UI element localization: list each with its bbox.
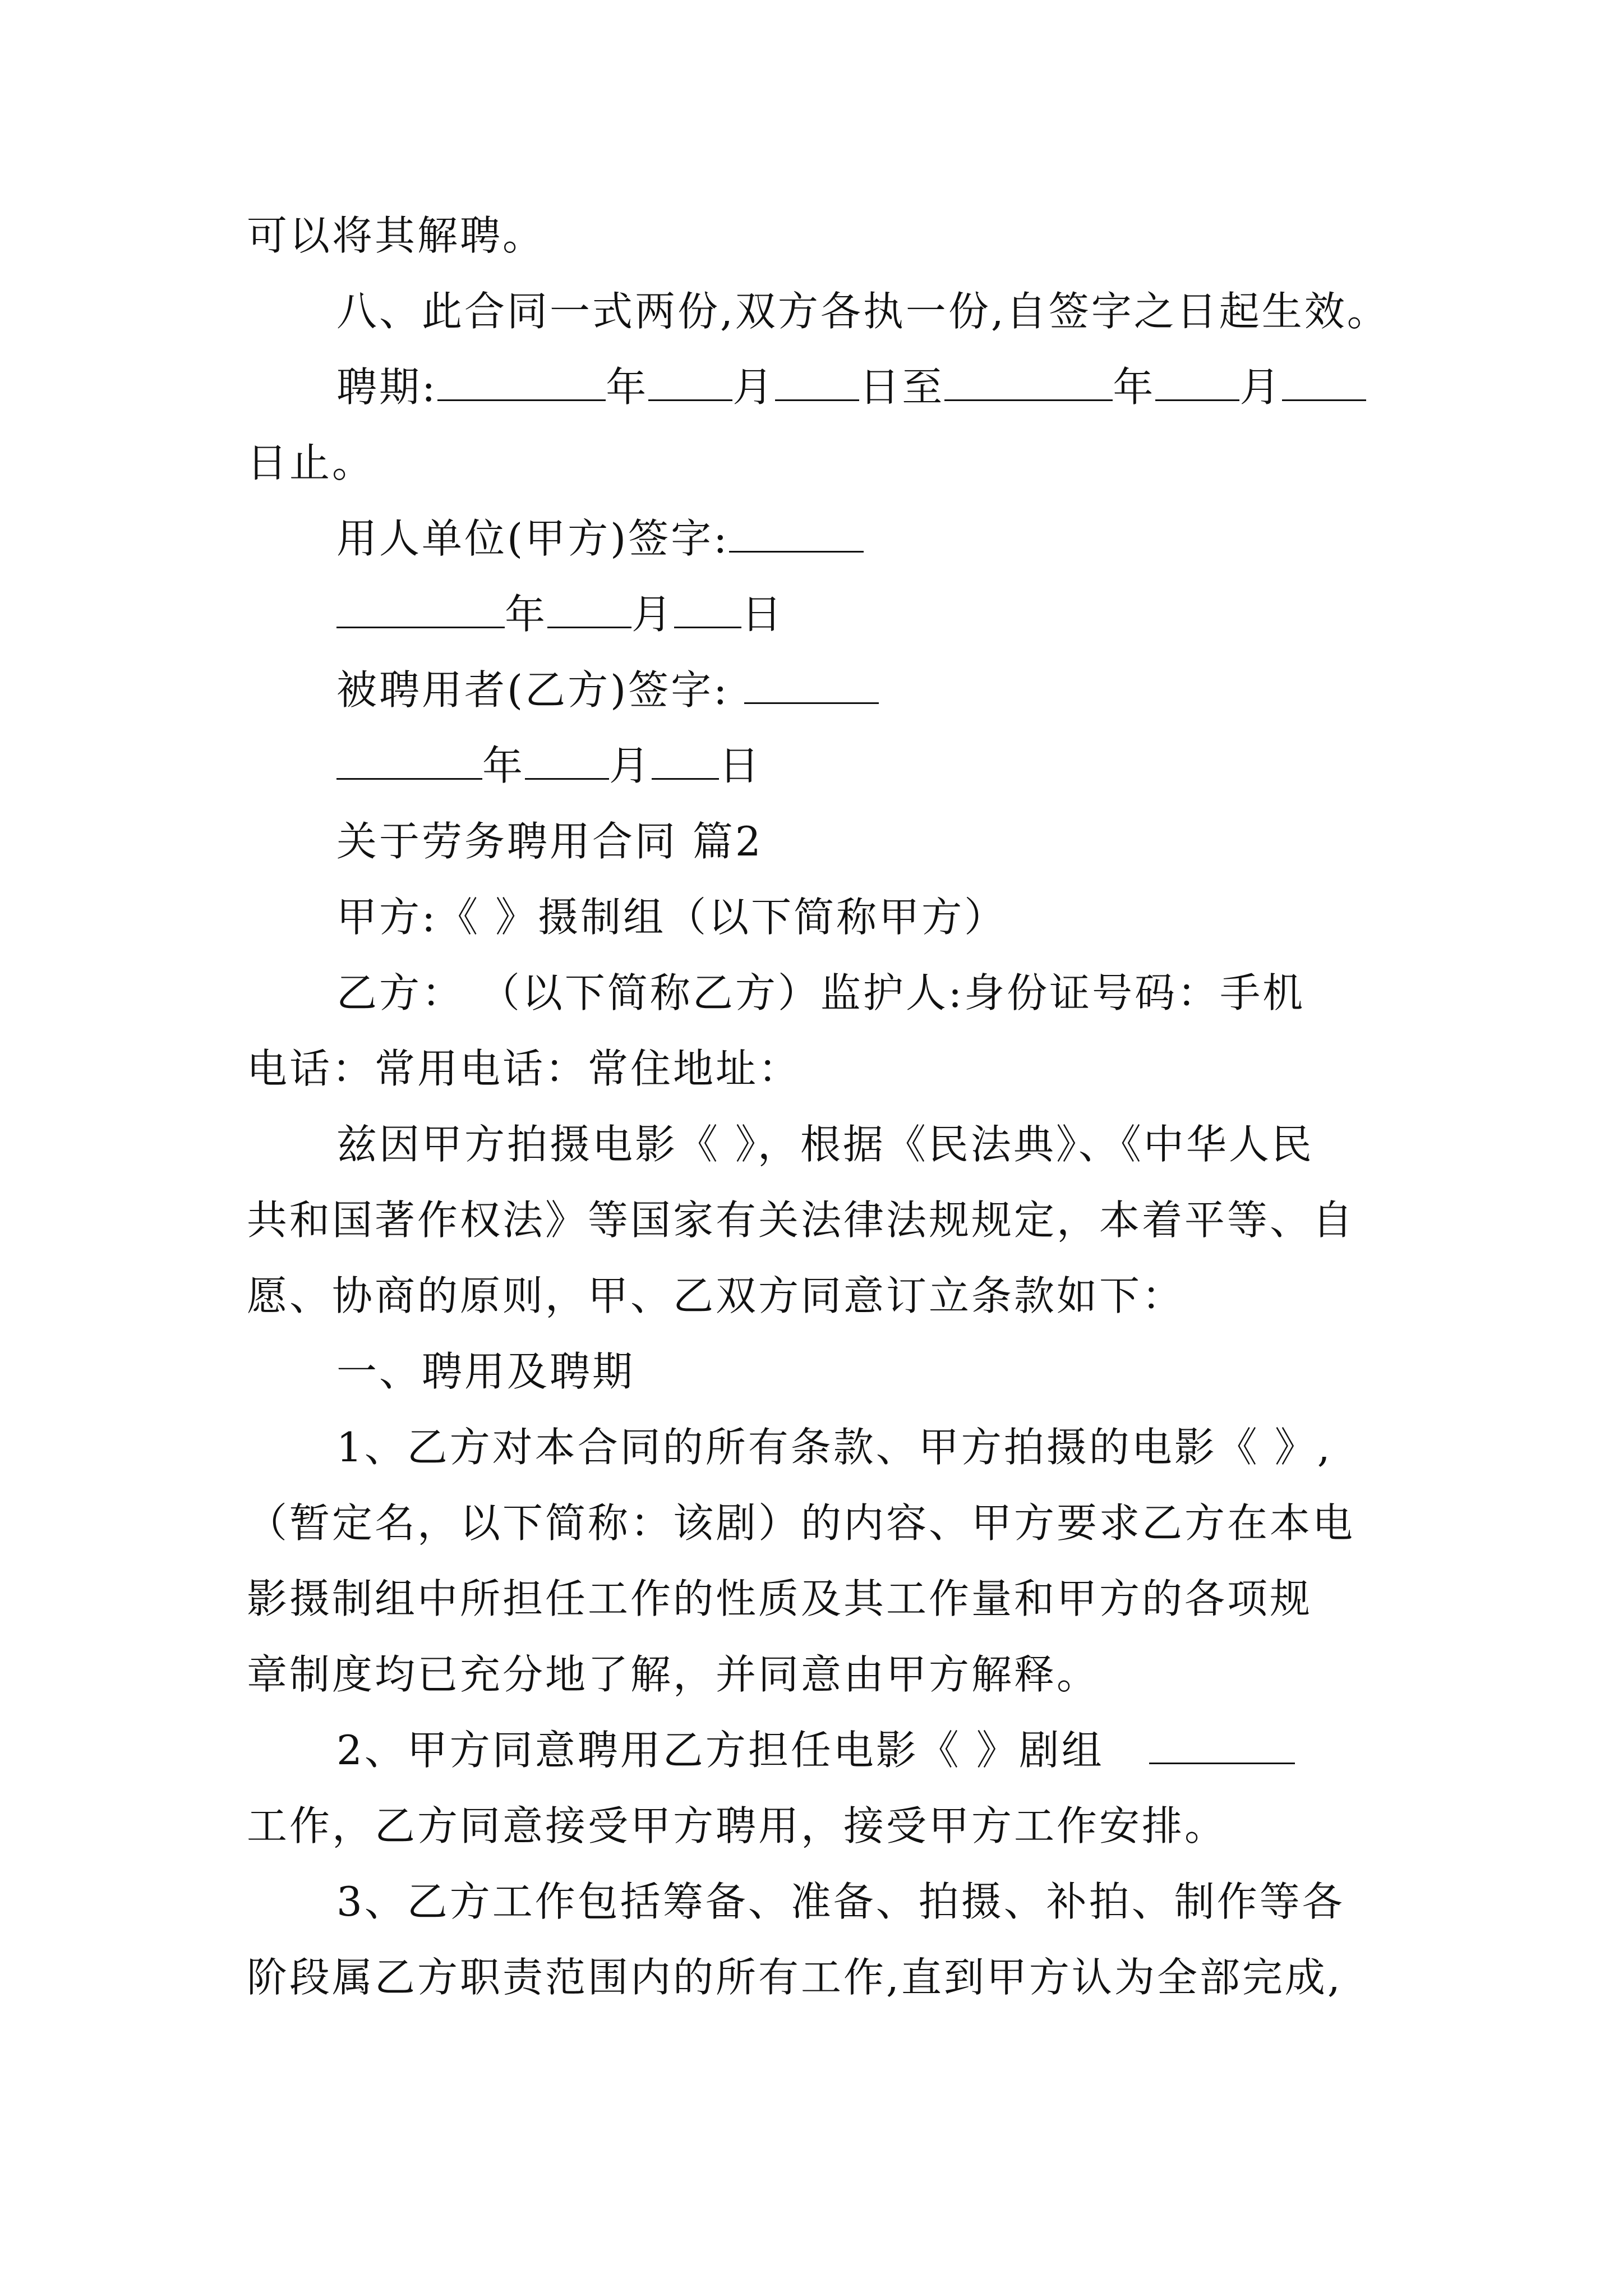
text-line: （暂定名，以下简称：该剧）的内容、甲方要求乙方在本电 [247, 1499, 1355, 1547]
blank-line [652, 739, 719, 780]
term-year: 年 [606, 364, 649, 411]
text-line: 工作，乙方同意接受甲方聘用，接受甲方工作安排。 [247, 1802, 1228, 1849]
party-a-date-line [336, 586, 1481, 642]
clause-2-text: 2、甲方同意聘用乙方担任电影《 》剧组 [336, 1727, 1104, 1774]
blank-line [547, 587, 631, 628]
term-year-2: 年 [1113, 364, 1156, 411]
date-month: 月 [609, 742, 652, 789]
blank-line [336, 587, 505, 628]
date-year: 年 [482, 742, 525, 789]
party-b-sign-line [336, 662, 1481, 718]
blank-line [775, 360, 859, 401]
blank-line [744, 663, 879, 704]
party-b-date-line [336, 738, 1481, 794]
party-a-sign-label: 用人单位(甲方)签字: [336, 515, 730, 562]
term-label: 聘期: [336, 364, 438, 411]
date-year: 年 [505, 591, 548, 638]
section-title: 关于劳务聘用合同 篇2 [336, 818, 763, 865]
blank-line [648, 360, 732, 401]
date-day: 日 [719, 742, 762, 789]
date-day: 日 [741, 591, 785, 638]
blank-line [336, 739, 482, 780]
term-day-to: 日至 [859, 364, 945, 411]
text-line: 愿、协商的原则，甲、乙双方同意订立条款如下： [247, 1272, 1185, 1319]
blank-line [1149, 1723, 1295, 1764]
text-line: 电话：常用电话：常住地址： [247, 1045, 801, 1092]
party-a-sign-line [336, 510, 1481, 567]
text-line: 可以将其解聘。 [247, 212, 546, 259]
term-month: 月 [732, 364, 776, 411]
text-line: 影摄制组中所担任工作的性质及其工作量和甲方的各项规 [247, 1575, 1313, 1622]
blank-line [525, 739, 609, 780]
text-line: 1、乙方对本合同的所有条款、甲方拍摄的电影《 》, [336, 1424, 1332, 1471]
blank-line [1155, 360, 1239, 401]
text-line: 甲方:《 》摄制组（以下简称甲方） [336, 894, 1007, 941]
party-b-sign-label: 被聘用者(乙方)签字: [336, 666, 730, 714]
text-line: 阶段属乙方职责范围内的所有工作,直到甲方认为全部完成, [247, 1954, 1343, 2001]
blank-line [674, 587, 741, 628]
clause-2-line [336, 1722, 1481, 1778]
term-month-2: 月 [1239, 364, 1283, 411]
blank-line [1282, 360, 1366, 401]
term-line [336, 359, 1481, 415]
date-month: 月 [631, 591, 675, 638]
blank-line [729, 512, 864, 553]
text-line: 乙方： （以下简称乙方）监护人:身份证号码：手机 [336, 969, 1306, 1016]
text-line: 3、乙方工作包括筹备、准备、拍摄、补拍、制作等各 [336, 1878, 1345, 1925]
text-line: 日止。 [247, 439, 375, 486]
blank-line [437, 360, 606, 401]
section-heading: 一、聘用及聘期 [336, 1348, 635, 1395]
text-line: 兹因甲方拍摄电影《 》，根据《民法典》、《中华人民 [336, 1121, 1314, 1168]
blank-line [944, 360, 1113, 401]
text-line: 共和国著作权法》等国家有关法律法规规定，本着平等、自 [247, 1197, 1355, 1244]
text-line: 章制度均已充分地了解，并同意由甲方解释。 [247, 1651, 1100, 1698]
text-line: 八、此合同一式两份,双方各执一份,自签字之日起生效。 [336, 288, 1390, 335]
